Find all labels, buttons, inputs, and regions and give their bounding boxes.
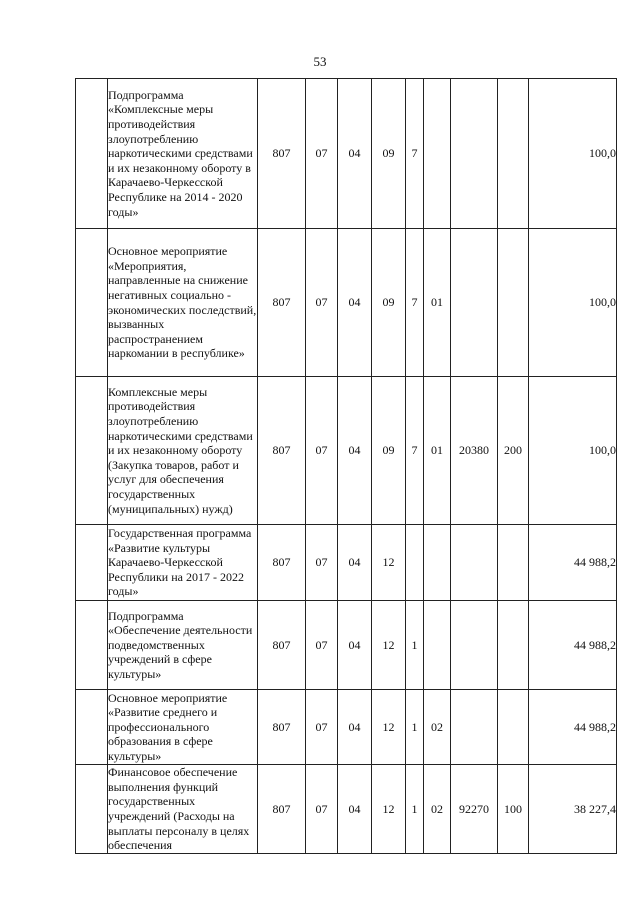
code-cell: 07 [306, 229, 338, 377]
code-cell: 12 [372, 690, 406, 765]
code-cell: 04 [338, 690, 372, 765]
code-cell: 07 [306, 79, 338, 229]
table-row [76, 79, 617, 229]
code-cell [498, 229, 529, 377]
code-cell [451, 525, 498, 601]
code-cell: 04 [338, 525, 372, 601]
row-name: Государственная программа «Развитие культуры Карачаево-Черкесской Республики на 2017 - 2022 годы» [108, 525, 258, 601]
code-cell: 20380 [451, 377, 498, 525]
code-cell [498, 601, 529, 690]
code-cell: 02 [424, 765, 451, 854]
amount-cell: 100,0 [529, 79, 617, 229]
code-cell [498, 690, 529, 765]
code-cell: 09 [372, 377, 406, 525]
code-cell: 807 [258, 765, 306, 854]
code-cell: 100 [498, 765, 529, 854]
code-cell [498, 525, 529, 601]
code-cell: 807 [258, 525, 306, 601]
code-cell [424, 79, 451, 229]
blank-cell [76, 525, 108, 601]
page-number: 53 [313, 54, 327, 69]
code-cell [451, 601, 498, 690]
code-cell: 02 [424, 690, 451, 765]
code-cell [451, 690, 498, 765]
row-name: Основное мероприятие «Развитие среднего и профессионального образования в сфере культуры» [108, 690, 258, 765]
row-name: Подпрограмма «Обеспечение деятельности подведомственных учреждений в сфере культуры» [108, 601, 258, 690]
table-row [76, 601, 617, 690]
code-cell: 807 [258, 601, 306, 690]
code-cell [406, 525, 424, 601]
blank-cell [76, 79, 108, 229]
code-cell: 04 [338, 601, 372, 690]
code-cell: 07 [306, 377, 338, 525]
code-cell: 807 [258, 229, 306, 377]
code-cell: 04 [338, 79, 372, 229]
table-row [76, 765, 617, 854]
code-cell [424, 601, 451, 690]
table-row [76, 229, 617, 377]
code-cell: 04 [338, 765, 372, 854]
code-cell: 12 [372, 765, 406, 854]
amount-cell: 100,0 [529, 229, 617, 377]
code-cell: 09 [372, 229, 406, 377]
code-cell: 7 [406, 229, 424, 377]
amount-cell: 100,0 [529, 377, 617, 525]
code-cell: 07 [306, 765, 338, 854]
amount-cell: 38 227,4 [529, 765, 617, 854]
row-name: Подпрограмма «Комплексные меры противодействия злоупотреблению наркотическими средствами и их незаконному обороту в Карачаево-Черкесской Республике на 2014 - 2020 годы» [108, 79, 258, 229]
row-name: Комплексные меры противодействия злоупотреблению наркотическими средствами и их незаконному обороту (Закупка товаров, работ и услуг для обеспечения государственных (муниципальных) нужд) [108, 377, 258, 525]
code-cell: 1 [406, 765, 424, 854]
code-cell [424, 525, 451, 601]
code-cell: 01 [424, 229, 451, 377]
code-cell: 12 [372, 525, 406, 601]
code-cell: 09 [372, 79, 406, 229]
code-cell [498, 79, 529, 229]
code-cell: 04 [338, 229, 372, 377]
code-cell: 807 [258, 690, 306, 765]
code-cell: 1 [406, 601, 424, 690]
code-cell: 1 [406, 690, 424, 765]
blank-cell [76, 765, 108, 854]
code-cell: 807 [258, 377, 306, 525]
amount-cell: 44 988,2 [529, 690, 617, 765]
budget-table [75, 78, 617, 854]
table-row [76, 377, 617, 525]
code-cell: 807 [258, 79, 306, 229]
code-cell [451, 229, 498, 377]
code-cell: 07 [306, 601, 338, 690]
row-name: Финансовое обеспечение выполнения функций государственных учреждений (Расходы на выплаты персоналу в целях обеспечения [108, 765, 258, 854]
blank-cell [76, 377, 108, 525]
row-name: Основное мероприятие «Мероприятия, направленные на снижение негативных социально - экономических последствий, вызванных распространением наркомании в республике» [108, 229, 258, 377]
blank-cell [76, 601, 108, 690]
code-cell: 200 [498, 377, 529, 525]
code-cell: 7 [406, 79, 424, 229]
code-cell: 07 [306, 525, 338, 601]
code-cell: 12 [372, 601, 406, 690]
table-row [76, 525, 617, 601]
code-cell [451, 79, 498, 229]
amount-cell: 44 988,2 [529, 601, 617, 690]
amount-cell: 44 988,2 [529, 525, 617, 601]
code-cell: 92270 [451, 765, 498, 854]
code-cell: 01 [424, 377, 451, 525]
code-cell: 04 [338, 377, 372, 525]
table-row [76, 690, 617, 765]
code-cell: 7 [406, 377, 424, 525]
blank-cell [76, 229, 108, 377]
code-cell: 07 [306, 690, 338, 765]
blank-cell [76, 690, 108, 765]
